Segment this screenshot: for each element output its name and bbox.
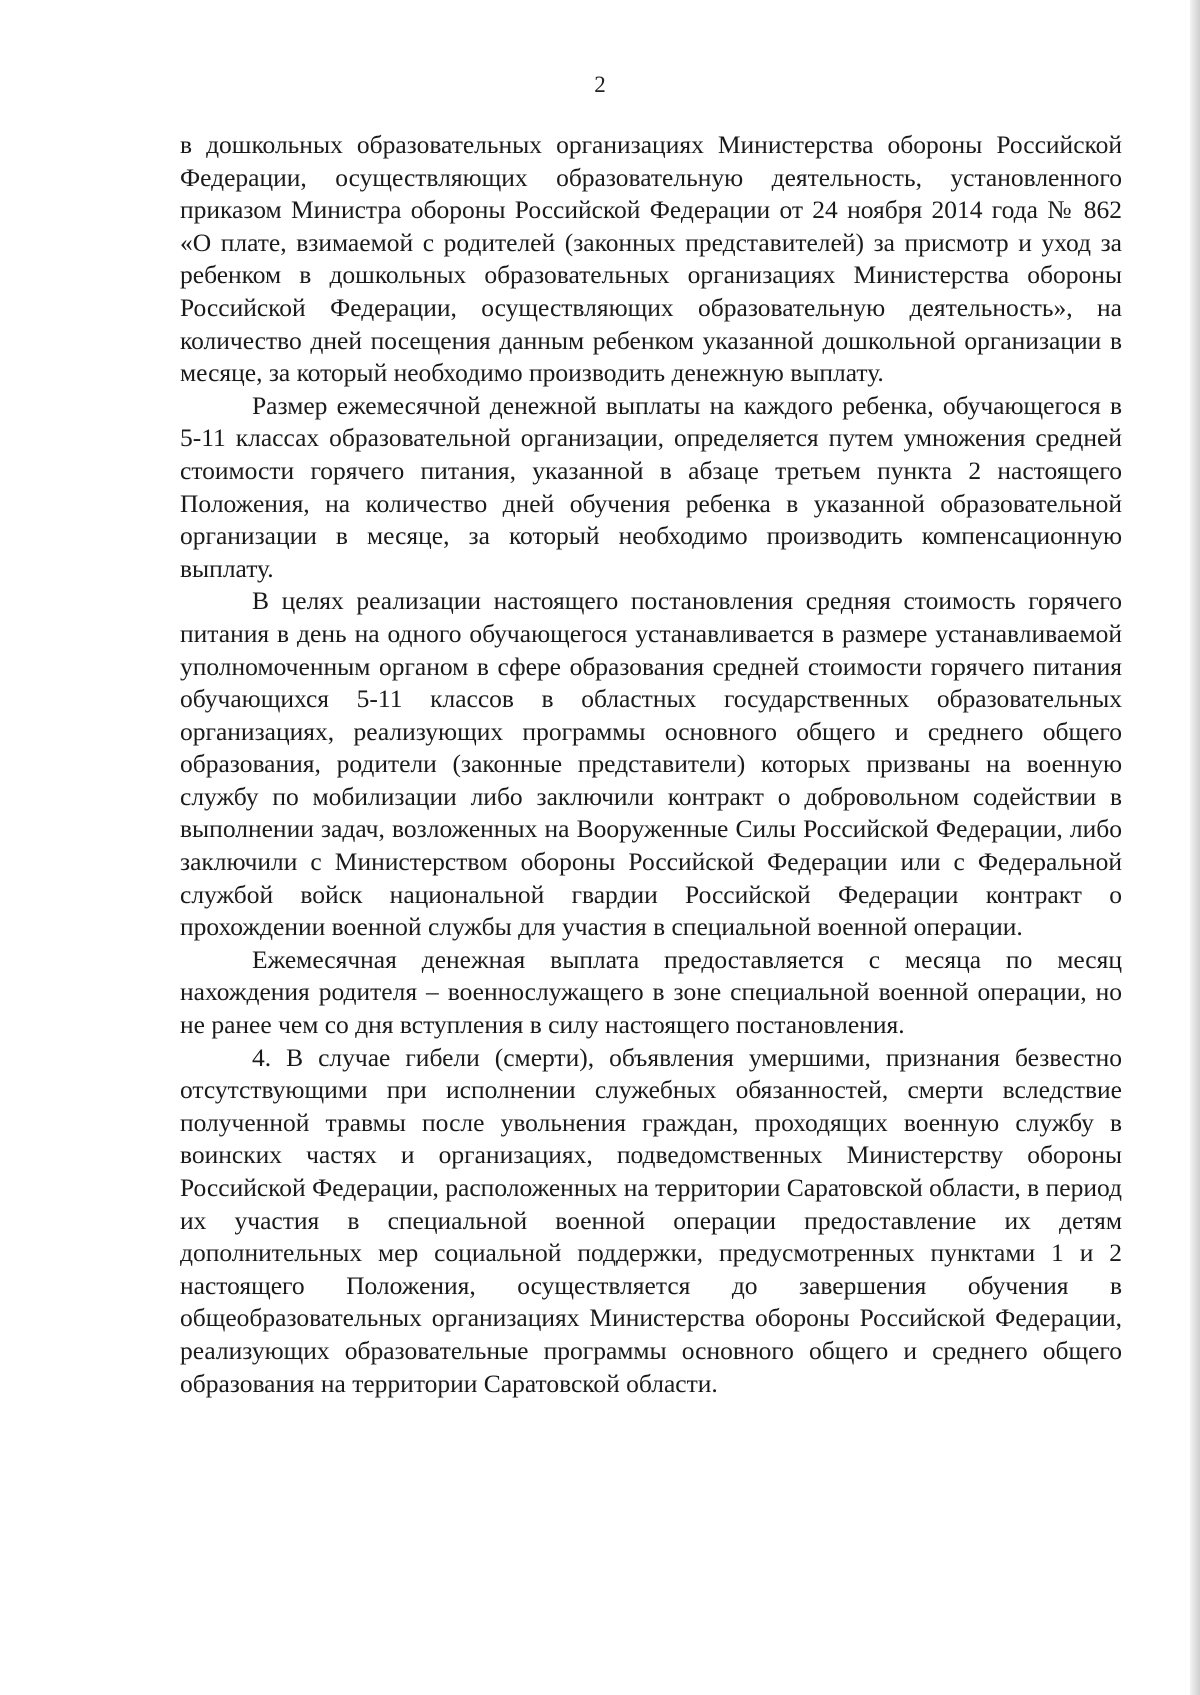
paragraph-continuation: в дошкольных образовательных организациях Министерства обороны Российской Федерации, осуществляющих образовательную деятельность, установленного приказом Министра обороны Российской Федерации от 24 ноября 2014 года № 862 «О плате, взимаемой с родителей (законных представителей) за присмотр и уход за ребенком в дошкольных образовательных организациях Министерства обороны Российской Федерации, осуществляющих образовательную деятельность», на количество дней посещения данным ребенком указанной дошкольной организации в месяце, за который необходимо производить денежную выплату. bbox=[180, 130, 1122, 388]
paragraph-item-4: 4. В случае гибели (смерти), объявления умершими, признания безвестно отсутствующими при исполнении служебных обязанностей, смерти вследствие полученной травмы после увольнения граждан, проходящих военную службу в воинских частях и организациях, подведомственных Министерству обороны Российской Федерации, расположенных на территории Саратовской области, в период их участия в специальной военной операции предоставление их детям дополнительных мер социальной поддержки, предусмотренных пунктами 1 и 2 настоящего Положения, осуществляется до завершения обучения в общеобразовательных организациях Министерства обороны Российской Федерации, реализующих образовательные программы основного общего и среднего общего образования на территории Саратовской области. bbox=[180, 1042, 1122, 1398]
page-edge-shadow bbox=[1190, 0, 1200, 1695]
document-body bbox=[180, 129, 1122, 1400]
paragraph-meal-cost: В целях реализации настоящего постановления средняя стоимость горячего питания в день на одного обучающегося устанавливается в размере устанавливаемой уполномоченным органом в сфере образования средней стоимости горячего питания обучающихся 5-11 классов в областных государственных образовательных организациях, реализующих программы основного общего и среднего общего образования, родители (законные представители) которых призваны на военную службу по мобилизации либо заключили контракт о добровольном содействии в выполнении задач, возложенных на Вооруженные Силы Российской Федерации, либо заключили с Министерством обороны Российской Федерации или с Федеральной службой войск национальной гвардии Российской Федерации контракт о прохождении военной службы для участия в специальной военной операции. bbox=[180, 586, 1122, 942]
page-number: 2 bbox=[594, 72, 606, 97]
paragraph-payment-size: Размер ежемесячной денежной выплаты на каждого ребенка, обучающегося в 5-11 классах образовательной организации, определяется путем умножения средней стоимости горячего питания, указанной в абзаце третьем пункта 2 настоящего Положения, на количество дней обучения ребенка в указанной образовательной организации в месяце, за который необходимо производить компенсационную выплату. bbox=[180, 390, 1122, 583]
paragraph-monthly-payment: Ежемесячная денежная выплата предоставляется с месяца по месяц нахождения родителя – военнослужащего в зоне специальной военной операции, но не ранее чем со дня вступления в силу настоящего постановления. bbox=[180, 944, 1122, 1040]
